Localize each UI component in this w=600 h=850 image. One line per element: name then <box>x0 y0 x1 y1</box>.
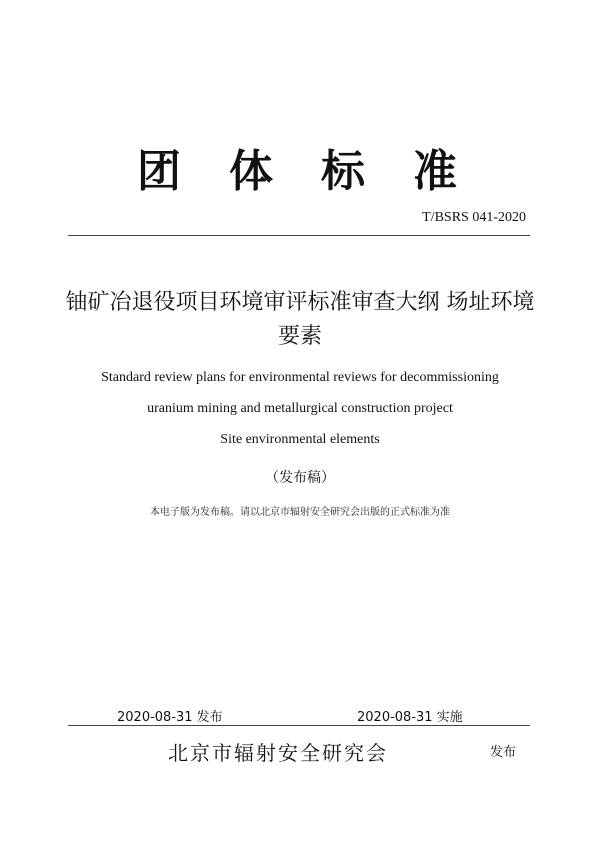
top-divider <box>68 235 530 236</box>
draft-status-label: （发布稿） <box>265 470 335 486</box>
document-title-en-line-3: Site environmental elements <box>220 432 380 447</box>
implement-date: 2020-08-31 实施 <box>357 710 463 725</box>
issue-label: 发布 <box>490 745 517 760</box>
document-title-cn: 铀矿冶退役项目环境审评标准审查大纲 场址环境要素 <box>65 290 535 349</box>
document-title-en-line-2: uranium mining and metallurgical construction project <box>147 401 453 416</box>
document-title-en-line-1: Standard review plans for environmental reviews for decommissioning <box>101 370 499 385</box>
document-category-heading: 团体标准 <box>137 146 505 197</box>
bottom-divider <box>68 725 530 726</box>
issuing-organization: 北京市辐射安全研究会 <box>168 741 388 765</box>
edition-note: 本电子版为发布稿。请以北京市辐射安全研究会出版的正式标准为准 <box>150 507 450 518</box>
standard-code: T/BSRS 041-2020 <box>422 210 526 225</box>
publish-date: 2020-08-31 发布 <box>117 710 223 725</box>
